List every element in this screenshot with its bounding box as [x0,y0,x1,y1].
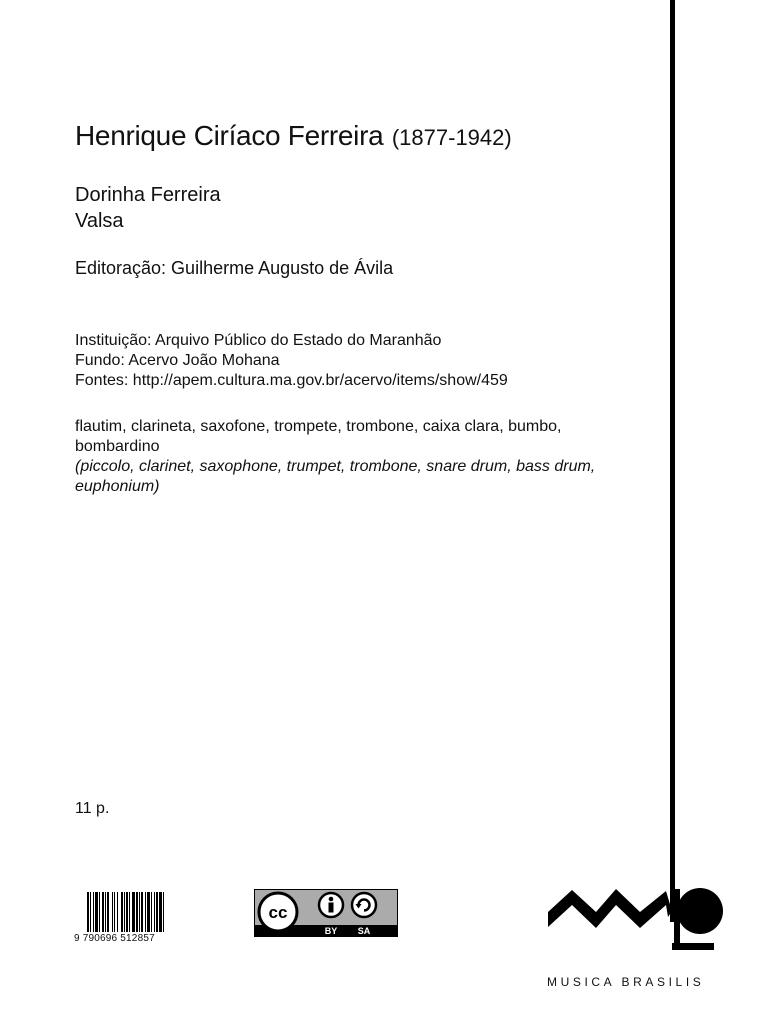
vertical-rule [670,0,675,922]
instrumentation-en: (piccolo, clarinet, saxophone, trumpet, trombone, snare drum, bass drum, euphonium) [75,458,596,495]
brand-wordmark: MUSICA BRASILIS [547,975,705,989]
source-info [75,331,508,391]
attribution-icon [319,893,343,917]
svg-text:cc: cc [268,903,288,922]
composer-years: (1877-1942) [391,125,512,150]
cc-logo-icon [259,893,297,931]
work-block [75,182,221,234]
by-label: BY [324,926,338,936]
fund-line: Fundo: Acervo João Mohana [75,352,280,369]
composer-heading [75,120,512,152]
cc-license-badge [254,889,398,942]
sa-label: SA [357,926,371,936]
editor-line: Editoração: Guilherme Augusto de Ávila [75,258,394,278]
barcode [74,892,194,944]
page-count: 11 p. [75,800,110,817]
barcode-digits: 9 790696 512857 [74,933,155,944]
barcode-bars [86,892,194,932]
musica-brasilis-logo-icon [546,885,728,962]
work-title: Dorinha Ferreira [75,184,221,206]
composer-name: Henrique Ciríaco Ferreira [75,120,384,151]
institution-line: Instituição: Arquivo Público do Estado do Maranhão [75,332,442,349]
share-alike-icon [352,893,376,917]
sources-line: Fontes: http://apem.cultura.ma.gov.br/acervo/items/show/459 [75,372,508,389]
work-genre: Valsa [75,210,124,232]
instrumentation [75,417,650,497]
instrumentation-pt: flautim, clarineta, saxofone, trompete, trombone, caixa clara, bumbo, bombardino [75,418,562,455]
